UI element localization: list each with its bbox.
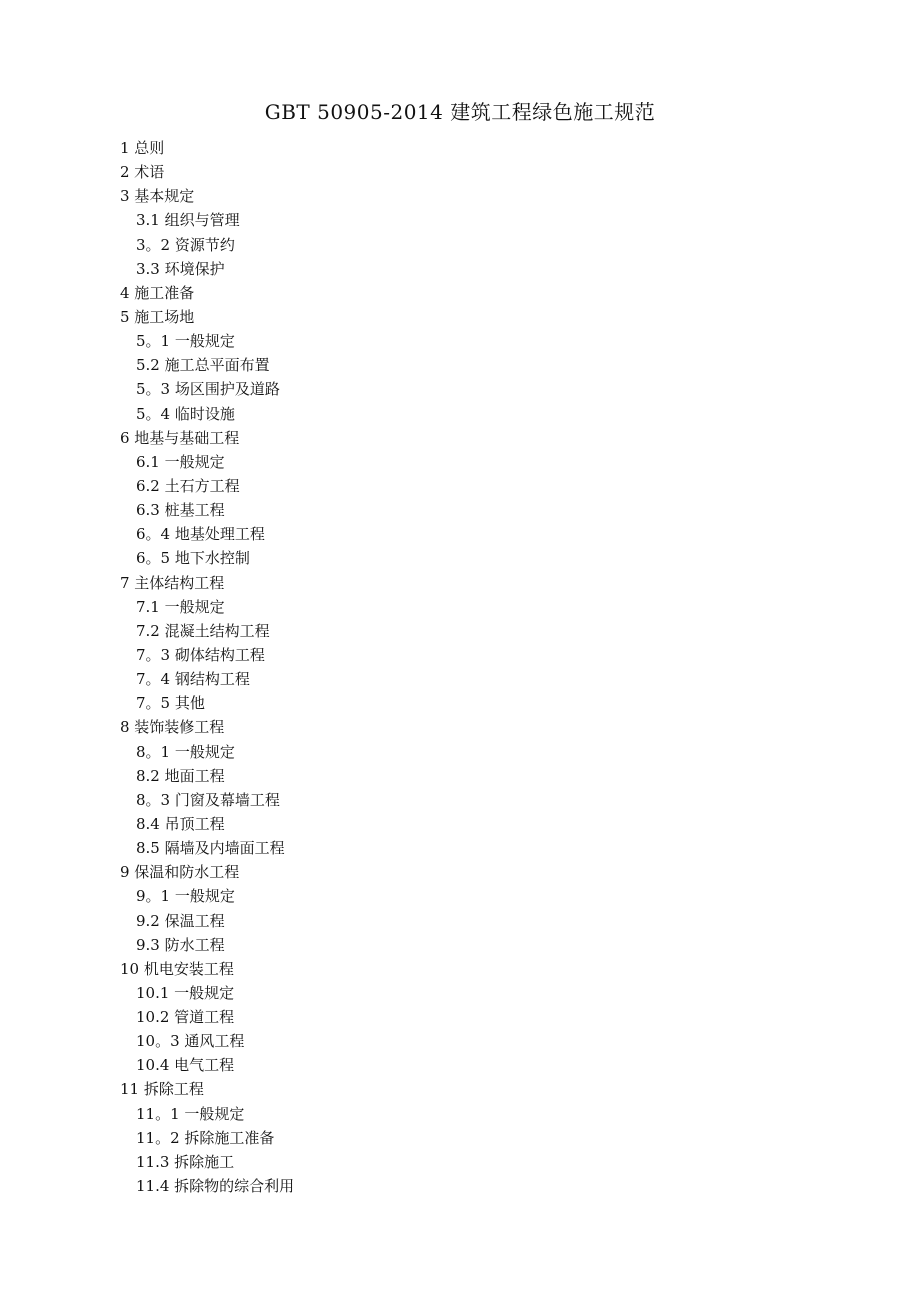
toc-section: 6.1 一般规定 bbox=[136, 452, 225, 471]
toc-section: 9.2 保温工程 bbox=[136, 911, 225, 930]
toc-section: 3。2 资源节约 bbox=[136, 235, 235, 254]
toc-section: 9。1 一般规定 bbox=[136, 887, 235, 906]
toc-chapter: 9 保温和防水工程 bbox=[120, 863, 240, 882]
toc-section: 6。5 地下水控制 bbox=[136, 549, 250, 568]
toc-section: 10.1 一般规定 bbox=[136, 983, 235, 1002]
toc-chapter: 3 基本规定 bbox=[120, 187, 195, 206]
toc-section: 11。2 拆除施工准备 bbox=[136, 1128, 275, 1147]
toc-section: 11.3 拆除施工 bbox=[136, 1152, 235, 1171]
toc-section: 7。4 钢结构工程 bbox=[136, 670, 250, 689]
toc-section: 9.3 防水工程 bbox=[136, 935, 225, 954]
toc-chapter: 6 地基与基础工程 bbox=[120, 428, 240, 447]
toc-section: 5。1 一般规定 bbox=[136, 332, 235, 351]
toc-chapter: 1 总则 bbox=[120, 139, 165, 157]
toc-section: 8.5 隔墙及内墙面工程 bbox=[136, 839, 285, 858]
toc-section: 8.4 吊顶工程 bbox=[136, 814, 225, 833]
toc-section: 10.2 管道工程 bbox=[136, 1008, 235, 1027]
toc-chapter: 7 主体结构工程 bbox=[120, 573, 225, 592]
toc-section: 8.2 地面工程 bbox=[136, 766, 225, 785]
toc-chapter: 2 术语 bbox=[120, 163, 165, 182]
toc-section: 7.2 混凝土结构工程 bbox=[136, 621, 270, 640]
toc-section: 3.3 环境保护 bbox=[136, 259, 225, 278]
toc-section: 8。3 门窗及幕墙工程 bbox=[136, 790, 280, 809]
toc-chapter: 10 机电安装工程 bbox=[120, 959, 234, 978]
toc-chapter: 5 施工场地 bbox=[120, 307, 195, 326]
toc-section: 6.3 桩基工程 bbox=[136, 501, 225, 520]
toc-section: 5.2 施工总平面布置 bbox=[136, 356, 270, 375]
toc-section: 6。4 地基处理工程 bbox=[136, 525, 265, 544]
toc-section: 8。1 一般规定 bbox=[136, 742, 235, 761]
toc-section: 5。4 临时设施 bbox=[136, 404, 235, 423]
toc-section: 11.4 拆除物的综合利用 bbox=[136, 1177, 295, 1196]
toc-section: 10.4 电气工程 bbox=[136, 1056, 235, 1075]
toc-section: 11。1 一般规定 bbox=[136, 1104, 245, 1123]
toc-section: 3.1 组织与管理 bbox=[136, 211, 240, 230]
toc-section: 7。5 其他 bbox=[136, 694, 205, 713]
toc-section: 10。3 通风工程 bbox=[136, 1032, 245, 1051]
table-of-contents bbox=[120, 136, 820, 1198]
toc-chapter: 11 拆除工程 bbox=[120, 1080, 204, 1099]
toc-section: 7。3 砌体结构工程 bbox=[136, 645, 265, 664]
toc-section: 7.1 一般规定 bbox=[136, 597, 225, 616]
document-title: GBT 50905-2014 建筑工程绿色施工规范 bbox=[264, 100, 656, 124]
toc-section: 5。3 场区围护及道路 bbox=[136, 380, 280, 399]
toc-chapter: 4 施工准备 bbox=[120, 283, 195, 302]
toc-chapter: 8 装饰装修工程 bbox=[120, 718, 225, 737]
toc-section: 6.2 土石方工程 bbox=[136, 476, 240, 495]
